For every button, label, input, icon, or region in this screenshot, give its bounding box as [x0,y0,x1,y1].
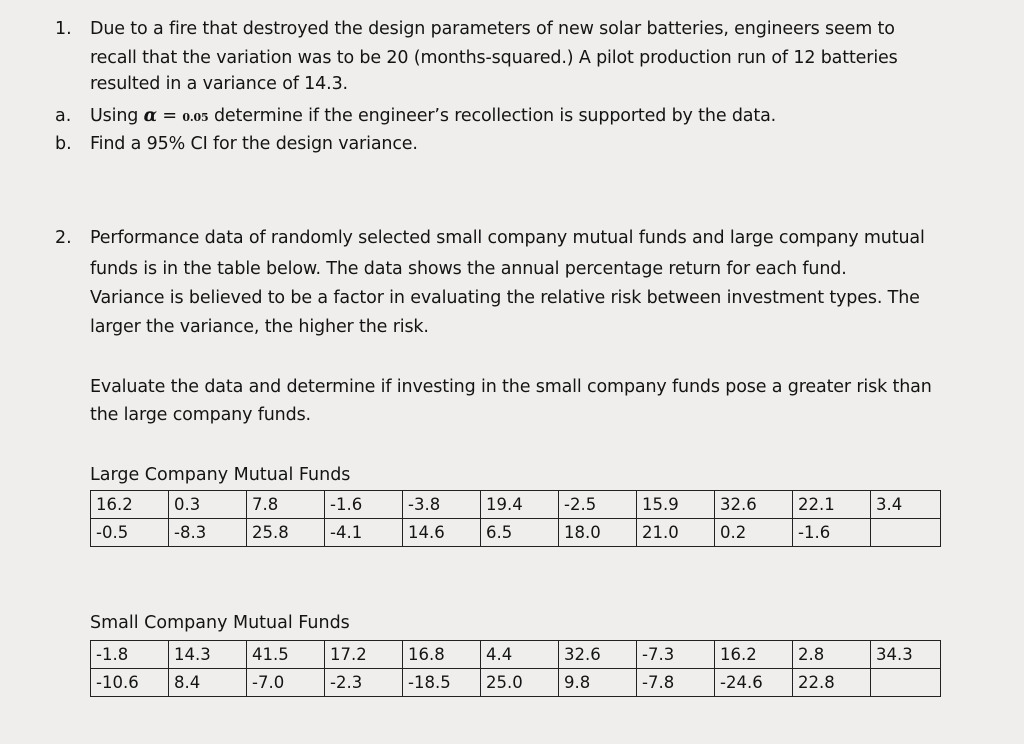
part-b-label: b. [55,134,72,154]
part-b-text: Find a 95% CI for the design variance. [90,134,418,154]
table-cell: -7.3 [637,641,715,669]
table-cell: 7.8 [247,491,325,519]
table-cell: -8.3 [169,519,247,547]
table-cell: 0.2 [715,519,793,547]
table-row [91,491,941,519]
table-cell: 22.1 [793,491,871,519]
table-cell: -1.8 [91,641,169,669]
problem-2-number: 2. [55,228,72,248]
part-a-pre: Using [90,106,144,126]
table-cell: -10.6 [91,669,169,697]
table-cell: -1.6 [793,519,871,547]
table-cell: 16.2 [715,641,793,669]
table-cell: 16.2 [91,491,169,519]
table-cell: 22.8 [793,669,871,697]
table-row [91,669,941,697]
table-cell: 17.2 [325,641,403,669]
problem-1-number: 1. [55,19,72,39]
problem-2-line-3: Variance is believed to be a factor in evaluating the relative risk between investment types. The [90,288,920,308]
table-cell: -4.1 [325,519,403,547]
evaluate-line-2: the large company funds. [90,405,311,425]
table-cell: 25.0 [481,669,559,697]
table-cell: 6.5 [481,519,559,547]
table-cell: 34.3 [871,641,941,669]
part-a-text [90,104,776,130]
part-a-post: determine if the engineer’s recollection is supported by the data. [208,106,777,126]
small-company-table [90,640,941,697]
evaluate-line-1: Evaluate the data and determine if investing in the small company funds pose a greater risk than [90,377,932,397]
problem-2-line-4: larger the variance, the higher the risk. [90,317,429,337]
table-cell: -1.6 [325,491,403,519]
problem-2-line-1: Performance data of randomly selected small company mutual funds and large company mutual [90,228,925,248]
table-cell [871,519,941,547]
table-cell: -2.3 [325,669,403,697]
table-cell: -7.0 [247,669,325,697]
table-cell: 14.6 [403,519,481,547]
table-cell: 19.4 [481,491,559,519]
table-cell: -18.5 [403,669,481,697]
large-company-table [90,490,941,547]
table-cell: 21.0 [637,519,715,547]
table-row [91,519,941,547]
table-cell: -7.8 [637,669,715,697]
part-a-label: a. [55,106,72,126]
table-cell: -24.6 [715,669,793,697]
table-cell: 14.3 [169,641,247,669]
table-cell: 32.6 [715,491,793,519]
table-row [91,641,941,669]
table-cell: 16.8 [403,641,481,669]
table-cell: 8.4 [169,669,247,697]
table-cell: 25.8 [247,519,325,547]
table-cell: 15.9 [637,491,715,519]
large-table-caption: Large Company Mutual Funds [90,465,351,485]
equals-sign: = [156,106,183,126]
table-cell: 32.6 [559,641,637,669]
table-cell: -2.5 [559,491,637,519]
table-cell [871,669,941,697]
alpha-symbol: α [143,106,157,126]
table-cell: 9.8 [559,669,637,697]
alpha-value: 0.05 [182,111,209,124]
table-cell: 3.4 [871,491,941,519]
table-cell: -0.5 [91,519,169,547]
problem-2-line-2: funds is in the table below. The data shows the annual percentage return for each fund. [90,259,847,279]
problem-1-line-2: recall that the variation was to be 20 (months-squared.) A pilot production run of 12 batteries [90,48,898,68]
table-cell: 0.3 [169,491,247,519]
small-table-caption: Small Company Mutual Funds [90,613,350,633]
table-cell: 2.8 [793,641,871,669]
table-cell: 18.0 [559,519,637,547]
problem-1-line-3: resulted in a variance of 14.3. [90,74,348,94]
table-cell: 4.4 [481,641,559,669]
problem-1-line-1: Due to a fire that destroyed the design parameters of new solar batteries, engineers seem to [90,19,895,39]
table-cell: -3.8 [403,491,481,519]
table-cell: 41.5 [247,641,325,669]
